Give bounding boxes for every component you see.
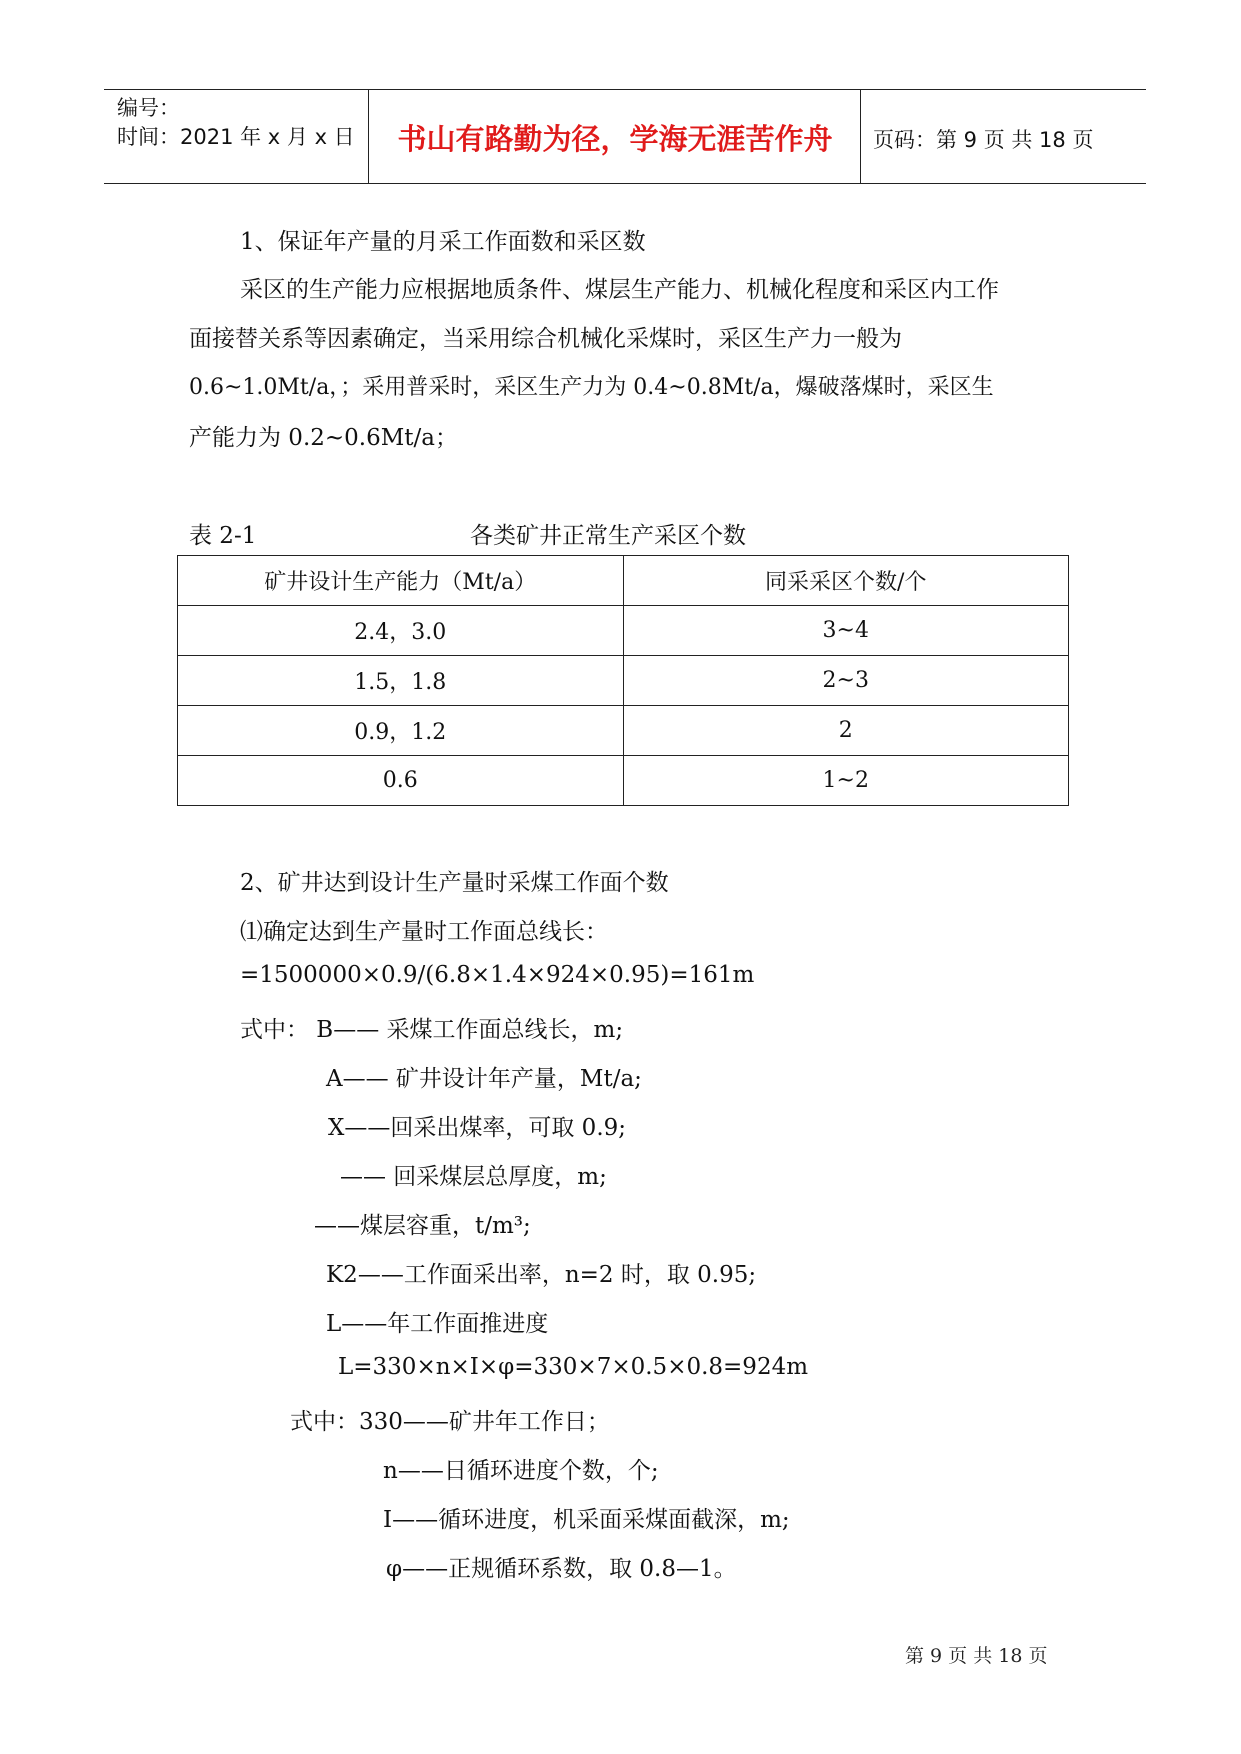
para1-line1: 采区的生产能力应根据地质条件、煤层生产能力、机械化程度和采区内工作: [240, 277, 999, 303]
def-l: L——年工作面推进度: [326, 1311, 549, 1337]
table-row: [178, 606, 1069, 656]
para1-line3: 0.6~1.0Mt/a，；采用普采时，采区生产力为 0.4~0.8Mt/a，爆破落煤时，采区生: [189, 375, 994, 400]
table-row: [178, 756, 1069, 806]
header-bottom-rule: [104, 183, 1146, 184]
header-divider-left: [368, 90, 369, 184]
table-cell: 0.9，1.2: [178, 706, 624, 756]
table-cell: 2: [623, 706, 1069, 756]
section1-title: 1、保证年产量的月采工作面数和采区数: [240, 229, 646, 255]
def-n: n——日循环进度个数，个;: [383, 1458, 659, 1484]
table-cell: 2~3: [623, 656, 1069, 706]
header-number-label: 编号：: [117, 96, 180, 120]
table-cell: 1.5，1.8: [178, 656, 624, 706]
table-number: 表 2-1: [189, 523, 257, 549]
def-m: —— 回采煤层总厚度，m;: [340, 1164, 607, 1190]
para1-line2: 面接替关系等因素确定，当采用综合机械化采煤时，采区生产力一般为: [189, 326, 902, 352]
header-time-label: 时间：2021 年 x 月 x 日: [117, 125, 355, 149]
def-k2: K2——工作面采出率，n=2 时，取 0.95;: [326, 1262, 757, 1288]
header-motto: 书山有路勤为径，学海无涯苦作舟: [397, 122, 833, 156]
table-cell: 0.6: [178, 756, 624, 806]
def-x: X——回采出煤率，可取 0.9;: [328, 1115, 627, 1141]
table-header-row: [178, 556, 1069, 606]
step1-text: ⑴确定达到生产量时工作面总线长：: [240, 919, 608, 945]
def-i: I——循环进度，机采面采煤面截深，m;: [383, 1507, 790, 1533]
header-page-label: 页码：第 9 页 共 18 页: [873, 128, 1094, 152]
para1-line4: 产能力为 0.2~0.6Mt/a；: [189, 425, 458, 451]
where-330: 式中：330——矿井年工作日；: [290, 1409, 610, 1435]
table-row: [178, 656, 1069, 706]
header-divider-right: [860, 90, 861, 184]
header-top-rule: [104, 89, 1146, 90]
table-row: [178, 706, 1069, 756]
footer-page-number: 第 9 页 共 18 页: [905, 1645, 1048, 1667]
production-table: [177, 555, 1069, 806]
def-a: A—— 矿井设计年产量，Mt/a;: [326, 1066, 642, 1092]
def-phi: φ——正规循环系数，取 0.8—1。: [386, 1556, 737, 1582]
table-title: 各类矿井正常生产采区个数: [470, 523, 746, 549]
def-r: ——煤层容重，t/m³;: [314, 1213, 531, 1239]
formula-total-length: =1500000×0.9/(6.8×1.4×924×0.95)=161m: [240, 962, 755, 988]
table-cell: 2.4，3.0: [178, 606, 624, 656]
section2-title: 2、矿井达到设计生产量时采煤工作面个数: [240, 870, 669, 896]
table-header-cell: 矿井设计生产能力（Mt/a）: [178, 556, 624, 606]
table-cell: 3~4: [623, 606, 1069, 656]
table-header-cell: 同采采区个数/个: [623, 556, 1069, 606]
table-cell: 1~2: [623, 756, 1069, 806]
formula-advance: L=330×n×I×φ=330×7×0.5×0.8=924m: [338, 1354, 809, 1380]
where-b: 式中： B—— 采煤工作面总线长，m;: [240, 1017, 624, 1043]
